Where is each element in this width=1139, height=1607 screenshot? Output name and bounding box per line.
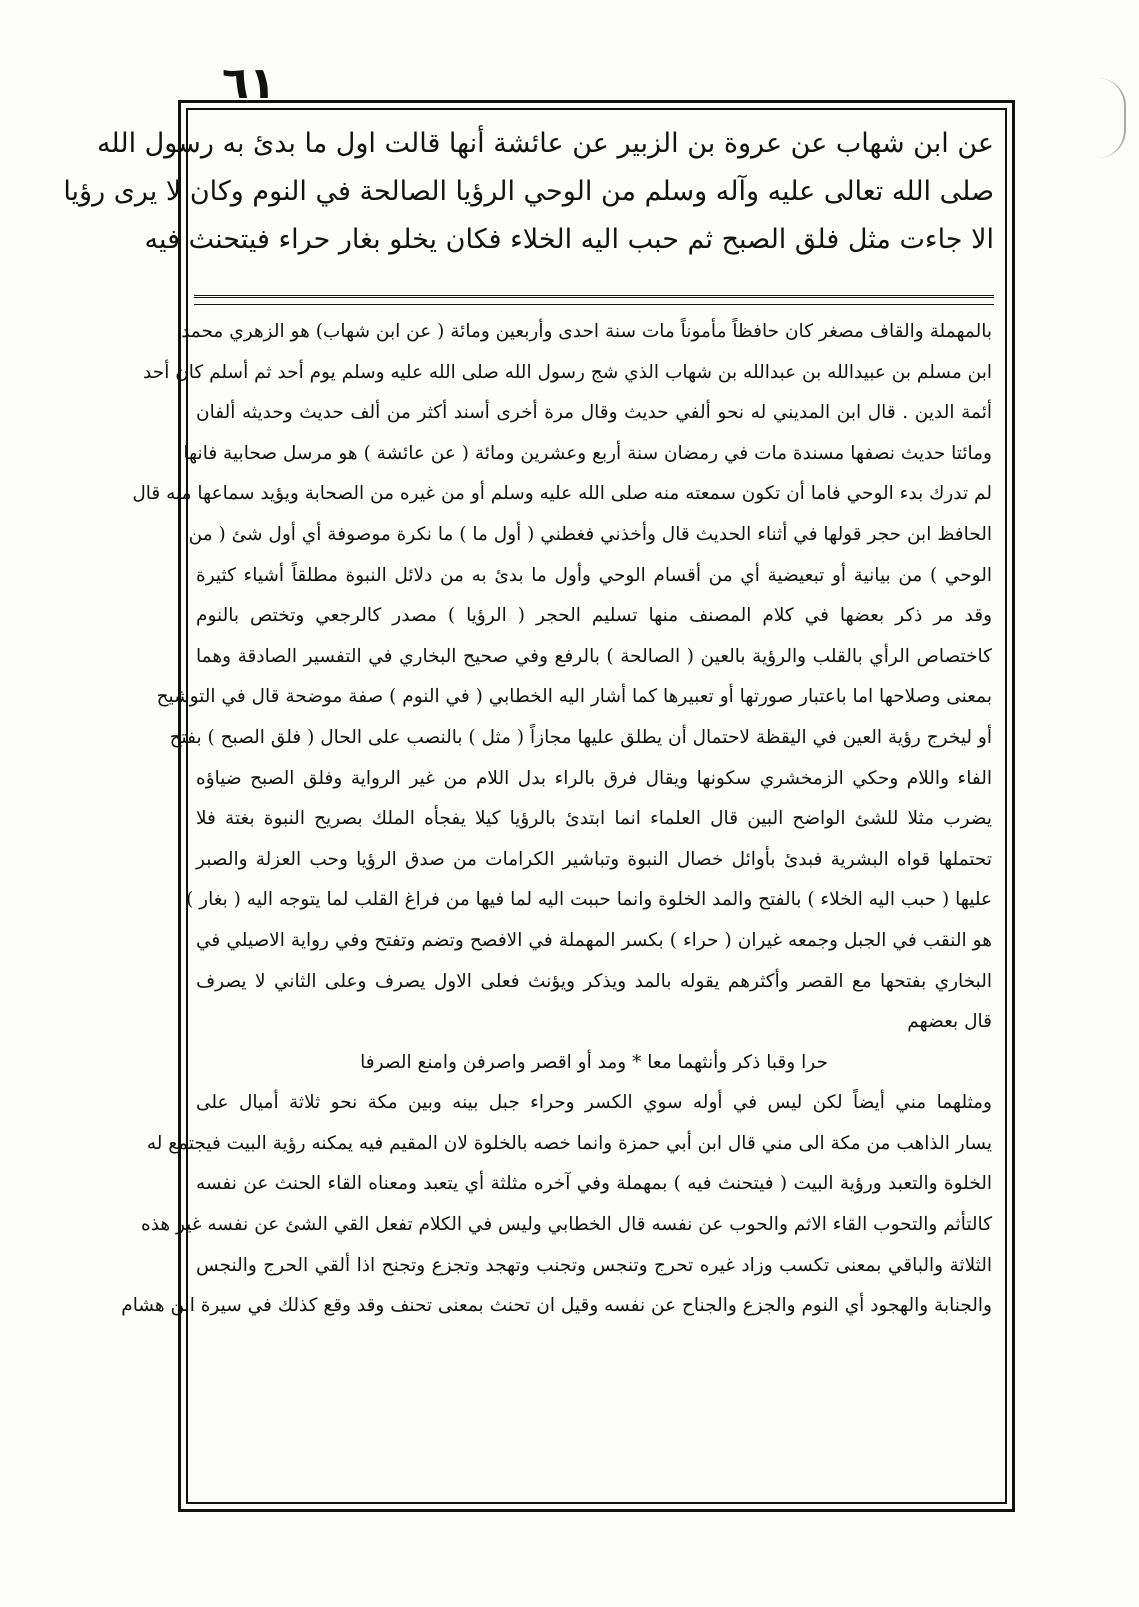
commentary-line: كالتأثم والتحوب القاء الاثم والحوب عن نفسه قال الخطابي وليس في الكلام تفعل القي الشئ عن نفسه غير هذه bbox=[141, 1214, 992, 1236]
commentary-line: الوحي ) من بيانية أو تبعيضية أي من أقسام الوحي وأول ما بدئ به من دلائل النبوة مطلقاً أشياء كثيرة bbox=[196, 564, 992, 586]
commentary-line: الفاء واللام وحكي الزمخشري سكونها ويقال فرق بالراء بدل اللام من غير الرواية وفلق الصبح ضياؤه bbox=[196, 767, 992, 789]
commentary-line: يضرب مثلا للشئ الواضح البين قال العلماء انما ابتدئ بالرؤيا كيلا يفجأه الملك بصريح النبوة بغتة فلا bbox=[196, 808, 992, 830]
hadith-line: عن ابن شهاب عن عروة بن الزبير عن عائشة أنها قالت اول ما بدئ به رسول الله bbox=[96, 128, 994, 159]
commentary-line: ومائتا حديث نصفها مسندة مات في رمضان سنة أربع وعشرين ومائة ( عن عائشة ) هو مرسل صحابية فانها bbox=[183, 442, 992, 464]
poetry-verse: حرا وقبا ذكر وأنثهما معا * ومد أو اقصر واصرفن وامنع الصرفا bbox=[360, 1051, 828, 1073]
commentary-line: يسار الذاهب من مكة الى مني قال ابن أبي حمزة وانما خصه بالخلوة لان المقيم فيه يمكنه رؤية البيت فيجتمع له bbox=[146, 1132, 992, 1154]
hadith-line: صلى الله تعالى عليه وآله وسلم من الوحي الرؤيا الصالحة في النوم وكان لا يرى رؤيا bbox=[63, 176, 994, 207]
commentary-text bbox=[121, 312, 992, 1327]
commentary-line: قال بعضهم bbox=[907, 1011, 992, 1033]
commentary-line: كاختصاص الرأي بالقلب والرؤية بالعين ( الصالحة ) بالرفع وفي صحيح البخاري في التفسير الصادقة وهما bbox=[196, 645, 992, 667]
page-number: ٦١ bbox=[222, 58, 276, 109]
commentary-line: الخلوة والتعبد ورؤية البيت ( فيتحنث فيه ) بمهملة وفي آخره مثلثة أي يتعبد ومعناه القاء الحنث عن نفسه bbox=[196, 1173, 992, 1195]
commentary-line: أئمة الدين . قال ابن المديني له نحو ألفي حديث وقال مرة أخرى أسند أكثر من ألف حديث وحديثه ألفان bbox=[196, 402, 992, 424]
commentary-line: البخاري بفتحها مع القصر وأكثرهم يقوله بالمد ويذكر ويؤنث فعلى الاول يصرف وعلى الثاني لا يصرف bbox=[196, 970, 992, 992]
section-divider-thin bbox=[194, 304, 994, 305]
commentary-line: بمعنى وصلاحها اما باعتبار صورتها أو تعبيرها كما أشار اليه الخطابي ( في النوم ) صفة موضحة قال في التوشيح bbox=[156, 686, 992, 708]
commentary-line: لم تدرك بدء الوحي فاما أن تكون سمعته منه صلى الله عليه وسلم أو من غيره من الصحابة ويؤيد سماعها منه قال bbox=[132, 483, 992, 505]
hadith-line: الا جاءت مثل فلق الصبح ثم حبب اليه الخلاء فكان يخلو بغار حراء فيتحنث فيه bbox=[144, 224, 994, 255]
commentary-line: هو النقب في الجبل وجمعه غيران ( حراء ) بكسر المهملة في الافصح وتضم وتفتح وفي رواية الاصيلي في bbox=[196, 929, 992, 951]
hadith-text bbox=[63, 120, 994, 264]
commentary-line: بالمهملة والقاف مصغر كان حافظاً مأموناً مات سنة احدى وأربعين ومائة ( عن ابن شهاب) هو الزهري محمد bbox=[181, 321, 992, 342]
commentary-line: ابن مسلم بن عبيدالله بن عبدالله بن شهاب الذي شج رسول الله صلى الله عليه وسلم يوم أحد ثم أسلم كان أحد bbox=[143, 361, 992, 383]
commentary-line: الثلاثة والباقي بمعنى تكسب وزاد غيره تحرج وتنجس وتجنب وتهجد وتجزع وتجنح اذا ألقي الحرج والنجس bbox=[196, 1254, 992, 1276]
commentary-line: الحافظ ابن حجر قولها في أثناء الحديث قال وأخذني فغطني ( أول ما ) ما نكرة موصوفة أي أول شئ ( من bbox=[188, 523, 992, 545]
page-edge-mark bbox=[1098, 78, 1126, 158]
commentary-line: أو ليخرج رؤية العين في اليقظة لاحتمال أن يطلق عليها مجازاً ( مثل ) بالنصب على الحال ( فلق الصبح ) بفتح bbox=[169, 726, 992, 748]
section-divider bbox=[194, 295, 994, 298]
commentary-line: ومثلهما مني أيضاً لكن ليس في أوله سوي الكسر وحراء جبل بينه وبين مكة نحو ثلاثة أميال على bbox=[196, 1092, 992, 1114]
commentary-line: والجنابة والهجود أي النوم والجزع والجناح عن نفسه وقيل ان تحنث بمعنى تحنف وقد وقع كذلك في سيرة ابن هشام bbox=[121, 1295, 992, 1317]
commentary-line: تحتملها قواه البشرية فبدئ بأوائل خصال النبوة وتباشير الكرامات من صدق الرؤيا وحب العزلة والصبر bbox=[196, 848, 992, 870]
commentary-line: عليها ( حبب اليه الخلاء ) بالفتح والمد الخلوة وانما حببت اليه لما فيها من فراغ القلب لما يتوجه اليه ( بغار ) bbox=[186, 889, 992, 911]
commentary-line: وقد مر ذكر بعضها في كلام المصنف منها تسليم الحجر ( الرؤيا ) مصدر كالرجعي وتختص بالنوم bbox=[196, 605, 992, 627]
